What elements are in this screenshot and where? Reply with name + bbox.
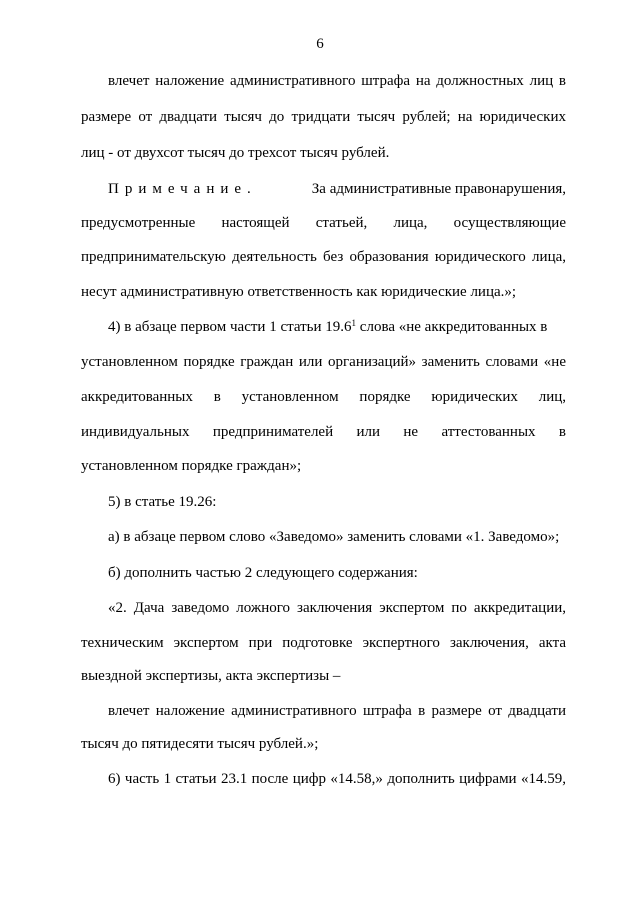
item-5-line: 5) в статье 19.26: — [108, 494, 217, 510]
text-line: «2. Дача заведомо ложного заключения экспертом по аккредитации, — [108, 600, 566, 616]
text-line: предусмотренные настоящей статьей, лица, осуществляющие — [81, 215, 566, 231]
item-4-text: 4) в абзаце первом части 1 статьи 19.6 — [108, 319, 352, 335]
note-line — [108, 180, 566, 198]
text-line: индивидуальных предпринимателей или не аттестованных в — [81, 424, 566, 440]
text-line: несут административную ответственность как юридические лица.»; — [81, 284, 517, 300]
item-6-line: 6) часть 1 статьи 23.1 после цифр «14.58,» дополнить цифрами «14.59, — [108, 771, 566, 787]
text-line: размере от двадцати тысяч до тридцати тысяч рублей; на юридических — [81, 109, 566, 125]
subitem-b-line: б) дополнить частью 2 следующего содержания: — [108, 565, 418, 581]
item-4-text-cont: слова «не аккредитованных в — [356, 319, 548, 335]
page-number: 6 — [316, 36, 324, 52]
text-line: тысяч до пятидесяти тысяч рублей.»; — [81, 736, 319, 752]
note-heading: Примечание. — [108, 181, 257, 197]
subitem-a-line: а) в абзаце первом слово «Заведомо» заменить словами «1. Заведомо»; — [108, 529, 560, 545]
text-line: техническим экспертом при подготовке экспертного заключения, акта — [81, 635, 566, 651]
text-line: установленном порядке граждан или организаций» заменить словами «не — [81, 354, 566, 370]
superscript: 1 — [351, 318, 357, 328]
text-line: аккредитованных в установленном порядке юридических лиц, — [81, 389, 566, 405]
text-line: установленном порядке граждан»; — [81, 458, 302, 474]
text-line: влечет наложение административного штрафа в размере от двадцати — [108, 703, 566, 719]
text-line: влечет наложение административного штрафа на должностных лиц в — [108, 73, 566, 89]
item-4-line — [108, 318, 566, 336]
note-text: За административные правонарушения, — [311, 181, 566, 197]
text-line: предпринимательскую деятельность без образования юридического лица, — [81, 249, 566, 265]
text-line: лиц - от двухсот тысяч до трехсот тысяч рублей. — [81, 145, 390, 161]
text-line: выездной экспертизы, акта экспертизы – — [81, 668, 341, 684]
